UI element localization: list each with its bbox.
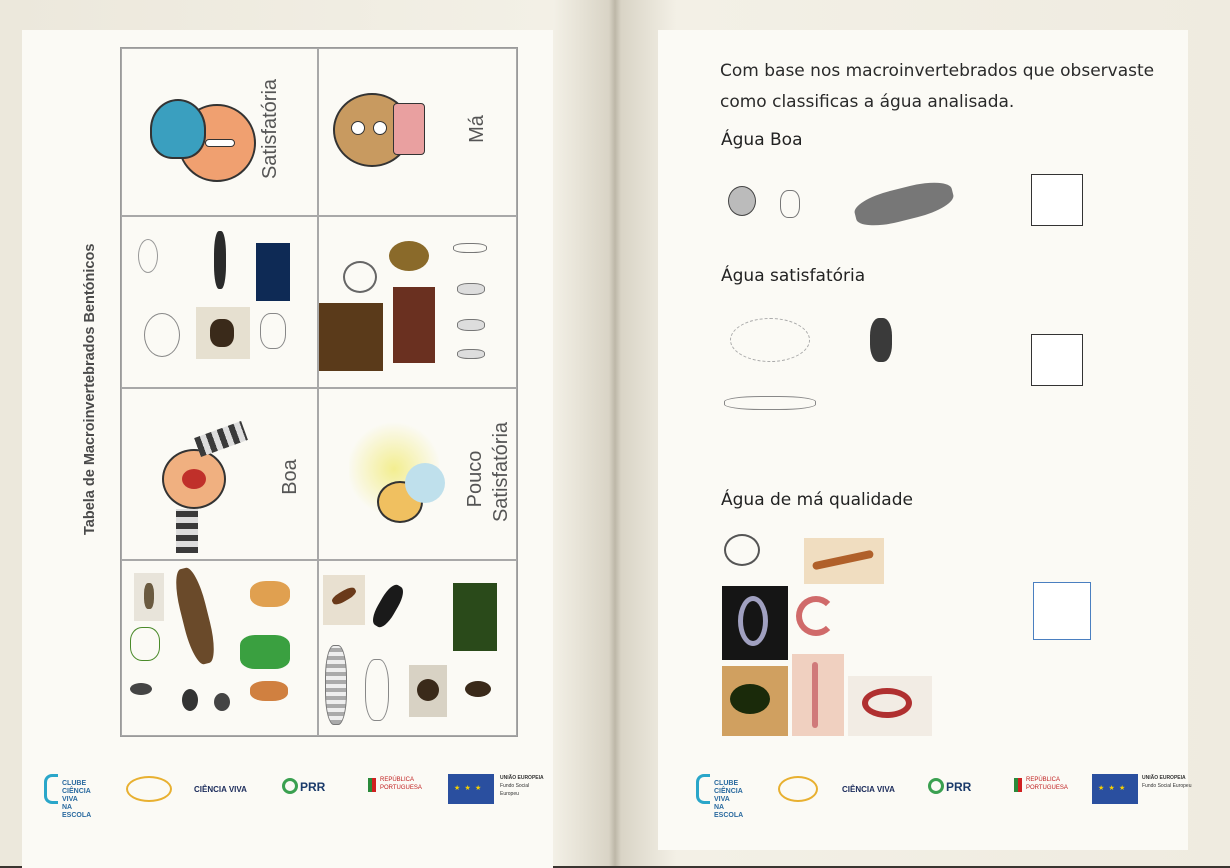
table-title: Tabela de Macroinvertebrados Bentónicos — [82, 243, 98, 535]
satisfactory-water-organisms — [724, 312, 974, 432]
good-water-organisms — [724, 176, 964, 242]
small-insects-illustration — [130, 627, 160, 661]
checkbox-agua-ma[interactable] — [1033, 582, 1091, 640]
shell-illustration — [260, 313, 286, 349]
label-boa: Boa — [279, 459, 301, 495]
amphipod-drawing — [730, 318, 810, 362]
educacao-logo-right — [778, 776, 818, 802]
checkbox-agua-satisfatoria[interactable] — [1031, 334, 1083, 386]
club-line-2: CIÊNCIA VIVA — [62, 788, 91, 803]
republica-line-1: REPÚBLICA — [380, 777, 415, 783]
republica-line-1-right: REPÚBLICA — [1026, 777, 1061, 783]
cell-pouco-face — [318, 388, 517, 560]
bad-water-organisms — [722, 532, 942, 738]
dark-larva-drawing — [870, 318, 892, 362]
heading-agua-ma: Água de má qualidade — [721, 490, 913, 510]
worm-photo-5 — [848, 676, 932, 736]
leech-photo — [393, 287, 435, 363]
water-beetle-photo — [409, 665, 447, 717]
heading-agua-boa: Água Boa — [721, 130, 803, 150]
centipede-illustration — [325, 645, 347, 725]
prr-text-right: PRR — [946, 780, 972, 794]
beetle-drawing — [728, 186, 756, 216]
eu-flag-icon — [448, 774, 494, 804]
club-line-1-right: CLUBE — [714, 780, 739, 787]
larva-photo — [323, 575, 365, 625]
snail-photo — [319, 303, 383, 371]
fundo-text-right: Fundo Social Europeu — [1142, 783, 1192, 789]
beetle-photo — [453, 583, 497, 651]
footer-logos-left — [44, 772, 544, 819]
cell-satisfatoria-insects — [121, 216, 318, 388]
cell-boa-insects — [121, 560, 318, 736]
educacao-logo — [126, 776, 172, 802]
black-larva-illustration — [369, 573, 417, 637]
club-line-2-right: CIÊNCIA VIVA — [714, 788, 743, 803]
question-text: Com base nos macroinvertebrados que observaste como classificas a água analisada. — [720, 61, 1155, 112]
club-line-3-right: NA ESCOLA — [714, 804, 744, 819]
nymph-photo — [196, 307, 250, 359]
cell-pouco-insects — [318, 560, 517, 736]
larva-illustration — [250, 581, 290, 607]
label-ma: Má — [466, 115, 488, 143]
right-page — [658, 30, 1192, 850]
ciencia-viva-logo: CIÊNCIA VIVA — [194, 785, 247, 794]
uniao-text: UNIÃO EUROPEIA — [500, 775, 544, 781]
snail-cartoon — [389, 241, 429, 271]
macroinvertebrate-table — [120, 47, 518, 737]
snail-illustration — [343, 261, 377, 293]
beetles-illustration — [130, 679, 230, 719]
cell-ma-face — [318, 48, 517, 216]
fundo-text: Fundo Social Europeu — [500, 783, 530, 797]
leech-photo-right — [722, 666, 788, 736]
eu-flag-icon-right — [1092, 774, 1138, 804]
mayfly-photo — [134, 573, 164, 621]
insect-illustration — [138, 239, 158, 273]
footer-logos-right — [696, 772, 1192, 819]
cell-boa-face — [121, 388, 318, 560]
snail-drawing — [724, 534, 760, 566]
label-pouco-2: Satisfatória — [490, 421, 512, 523]
club-line-1: CLUBE — [62, 780, 87, 787]
checkbox-agua-boa[interactable] — [1031, 174, 1083, 226]
caddis-case-drawing — [852, 176, 957, 231]
republica-line-2-right: PORTUGUESA — [1026, 785, 1068, 791]
green-nymph-illustration — [240, 635, 290, 669]
stonefly-illustration — [214, 231, 226, 289]
pale-larva-illustration — [365, 659, 389, 721]
worm-photo-2 — [722, 586, 788, 660]
left-page — [22, 30, 553, 868]
caddis-case-photo — [171, 565, 220, 666]
crawling-insect-illustration — [455, 671, 501, 711]
stonefly-drawing — [724, 396, 816, 410]
ciencia-viva-logo-right: CIÊNCIA VIVA — [842, 785, 895, 794]
prr-text: PRR — [300, 780, 326, 794]
stonefly-nymph-illustration — [250, 681, 288, 701]
eu-text — [500, 774, 544, 798]
nymph-drawing — [780, 190, 800, 218]
worm-photo-1 — [804, 538, 884, 584]
republica-line-2: PORTUGUESA — [380, 785, 422, 791]
uniao-text-right: UNIÃO EUROPEIA — [1142, 775, 1186, 781]
cell-satisfatoria-face — [121, 48, 318, 216]
club-line-3: NA ESCOLA — [62, 804, 92, 819]
cell-ma-organisms — [318, 216, 517, 388]
shrimp-photo — [256, 243, 290, 301]
worm-photo-4 — [792, 654, 844, 736]
mite-illustration — [144, 313, 180, 357]
worm-photo-3 — [792, 590, 844, 646]
label-satisfatoria: Satisfatória — [259, 78, 281, 180]
eu-text-right — [1142, 774, 1192, 790]
label-pouco-1: Pouco — [464, 450, 486, 508]
heading-agua-satisfatoria: Água satisfatória — [721, 266, 866, 286]
isopod-illustrations — [447, 237, 503, 367]
